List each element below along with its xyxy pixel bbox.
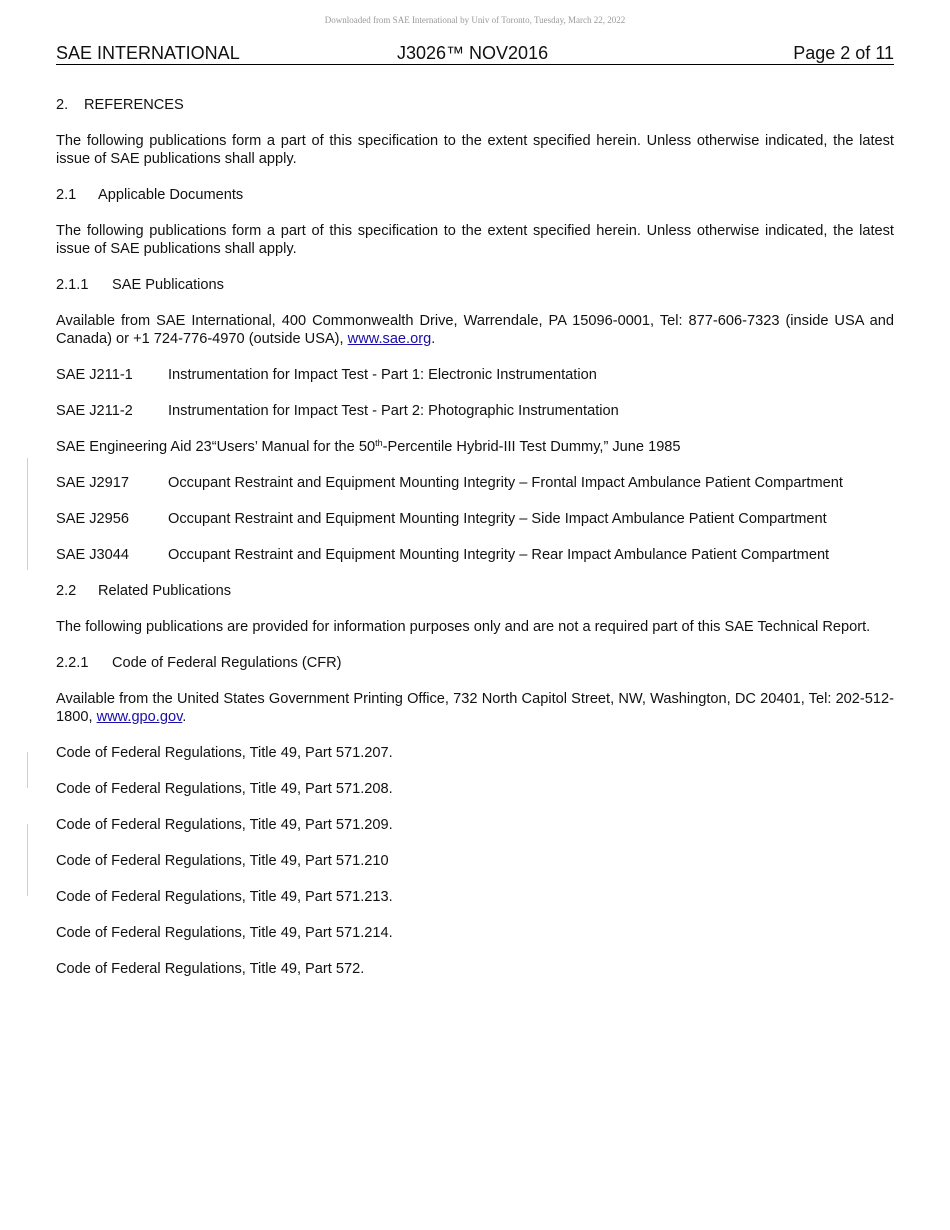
applicable-intro: The following publications form a part of this specification to the extent specified herein. Unless otherwise indicated, the latest issue of SAE publications shall apply. xyxy=(56,223,894,257)
gpo-website-link[interactable]: www.gpo.gov xyxy=(96,709,183,725)
cfr-item: Code of Federal Regulations, Title 49, Part 571.209. xyxy=(56,817,393,833)
sae-website-link[interactable]: www.sae.org xyxy=(347,331,432,347)
change-bar xyxy=(27,458,28,570)
cfr-item: Code of Federal Regulations, Title 49, Part 571.207. xyxy=(56,745,393,761)
engineering-aid-reference xyxy=(56,438,894,456)
sae-availability-text: Available from SAE International, 400 Commonwealth Drive, Warrendale, PA 15096-0001, Tel: 877-606-7323 (inside USA and Canada) or +1 724-776-4970 (outside USA), xyxy=(56,313,894,347)
section-number: 2.2.1 xyxy=(56,655,89,671)
change-bar xyxy=(27,752,28,788)
cfr-item: Code of Federal Regulations, Title 49, Part 571.214. xyxy=(56,925,393,941)
section-title: REFERENCES xyxy=(84,97,184,113)
reference-item xyxy=(56,510,894,528)
header-document-id: J3026™ NOV2016 xyxy=(397,43,549,63)
reference-title: Instrumentation for Impact Test - Part 2: Photographic Instrumentation xyxy=(168,403,619,419)
section-heading-references xyxy=(56,96,894,114)
section-number: 2.1.1 xyxy=(56,277,89,293)
reference-title: Occupant Restraint and Equipment Mounting Integrity – Frontal Impact Ambulance Patient Compartment xyxy=(168,475,843,491)
section-title: Code of Federal Regulations (CFR) xyxy=(112,655,342,671)
engineering-aid-text: SAE Engineering Aid 23“Users’ Manual for the 50 xyxy=(56,439,376,455)
change-bar xyxy=(27,824,28,896)
references-intro: The following publications form a part of this specification to the extent specified herein. Unless otherwise indicated, the latest issue of SAE publications shall apply. xyxy=(56,133,894,167)
cfr-availability-period: . xyxy=(182,709,187,725)
section-title: Applicable Documents xyxy=(98,187,244,203)
cfr-item: Code of Federal Regulations, Title 49, Part 571.210 xyxy=(56,853,389,869)
cfr-item: Code of Federal Regulations, Title 49, Part 571.213. xyxy=(56,889,393,905)
reference-id: SAE J3044 xyxy=(56,547,130,563)
section-number: 2. xyxy=(56,97,69,113)
cfr-item: Code of Federal Regulations, Title 49, Part 572. xyxy=(56,961,365,977)
section-heading-related-publications xyxy=(56,582,894,600)
reference-item xyxy=(56,366,894,384)
reference-title: Occupant Restraint and Equipment Mounting Integrity – Side Impact Ambulance Patient Compartment xyxy=(168,511,827,527)
section-heading-sae-publications xyxy=(56,276,894,294)
sae-availability xyxy=(56,312,894,348)
reference-id: SAE J2917 xyxy=(56,475,130,491)
reference-item xyxy=(56,546,894,564)
reference-item xyxy=(56,474,894,492)
cfr-availability xyxy=(56,690,894,726)
reference-id: SAE J2956 xyxy=(56,511,130,527)
reference-id: SAE J211-2 xyxy=(56,403,133,419)
superscript-th: th xyxy=(375,438,383,448)
cfr-availability-text: Available from the United States Government Printing Office, 732 North Capitol Street, NW, Washington, DC 20401, Tel: 202-512-1800, xyxy=(56,691,894,725)
page-header xyxy=(56,43,894,65)
section-number: 2.1 xyxy=(56,187,77,203)
header-page-number: Page 2 of 11 xyxy=(793,43,894,63)
section-title: SAE Publications xyxy=(112,277,224,293)
section-heading-applicable-documents xyxy=(56,186,894,204)
related-intro: The following publications are provided for information purposes only and are not a required part of this SAE Technical Report. xyxy=(56,619,871,635)
download-watermark: Downloaded from SAE International by Univ of Toronto, Tuesday, March 22, 2022 xyxy=(324,15,626,25)
section-title: Related Publications xyxy=(98,583,232,599)
reference-id: SAE J211-1 xyxy=(56,367,133,383)
engineering-aid-text-end: -Percentile Hybrid-III Test Dummy,” June 1985 xyxy=(382,439,681,455)
document-body xyxy=(56,96,894,996)
section-number: 2.2 xyxy=(56,583,77,599)
sae-availability-period: . xyxy=(431,331,436,347)
cfr-item: Code of Federal Regulations, Title 49, Part 571.208. xyxy=(56,781,393,797)
reference-title: Instrumentation for Impact Test - Part 1: Electronic Instrumentation xyxy=(168,367,597,383)
header-organization: SAE INTERNATIONAL xyxy=(56,43,240,63)
reference-title: Occupant Restraint and Equipment Mounting Integrity – Rear Impact Ambulance Patient Compartment xyxy=(168,547,830,563)
reference-item xyxy=(56,402,894,420)
section-heading-cfr xyxy=(56,654,894,672)
